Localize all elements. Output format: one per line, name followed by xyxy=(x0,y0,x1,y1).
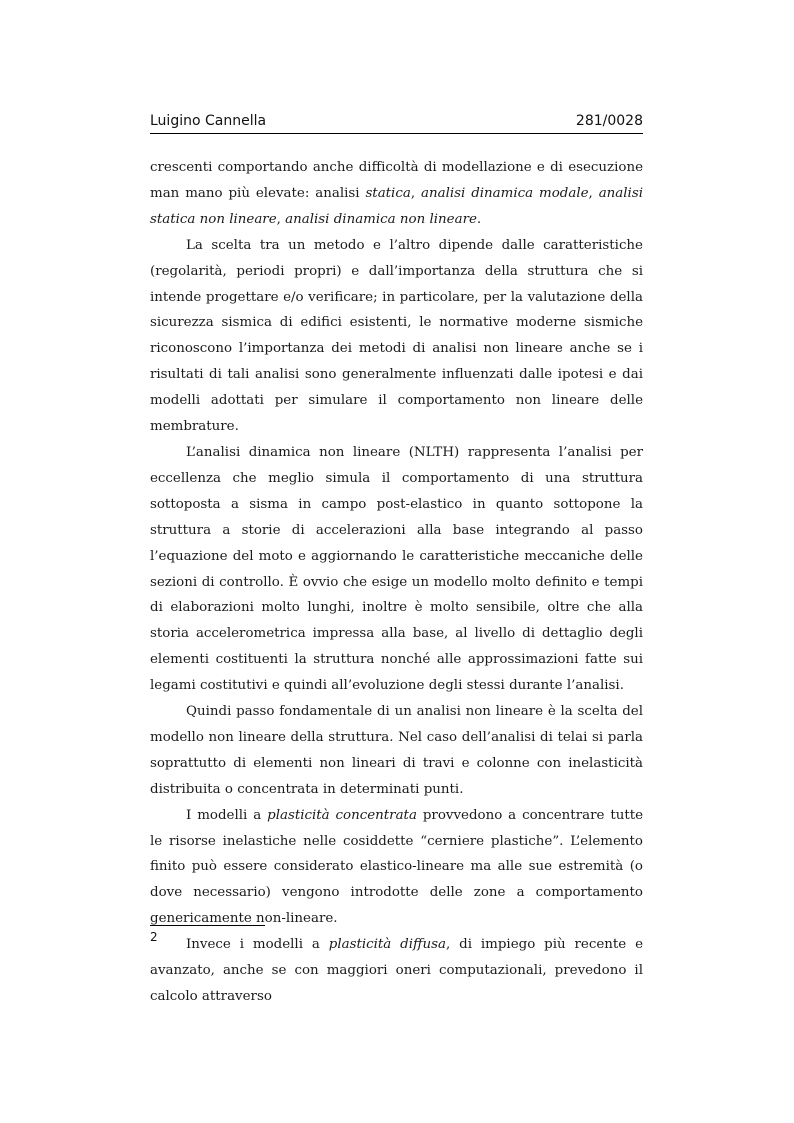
text-run: crescenti comportando anche difficoltà di modellazione e di esecuzione man mano più elevate: analisi xyxy=(150,160,643,201)
paragraph xyxy=(150,699,643,803)
paragraph xyxy=(150,155,643,233)
text-run: L’analisi dinamica non lineare (NLTH) rappresenta l’analisi per eccellenza che meglio simula il comportamento di una struttura sottoposta a sisma in campo post-elastico in quanto sottopone la struttura a storie di accelerazioni alla base integrando al passo l’equazione del moto e aggiornando le caratteristiche meccaniche delle sezioni di controllo. È ovvio che esige un modello molto definito e tempi di elaborazioni molto lunghi, inoltre è molto sensibile, oltre che alla storia accelerometrica impressa alla base, al livello di dettaglio degli elementi costituenti la struttura nonché alle approssimazioni fatte sui legami costitutivi e quindi all’evoluzione degli stessi durante l’analisi. xyxy=(150,444,643,694)
paragraph xyxy=(150,233,643,440)
page-header xyxy=(150,113,643,134)
footnote-separator xyxy=(150,925,265,926)
header-document-code: 281/0028 xyxy=(575,113,643,129)
text-run: I modelli a xyxy=(186,807,268,823)
header-author: Luigino Cannella xyxy=(150,113,267,129)
italic-text: analisi dinamica non lineare xyxy=(285,211,477,227)
italic-text: analisi statica non lineare xyxy=(150,185,643,227)
body-text xyxy=(150,155,643,1010)
text-run: provvedono a concentrare tutte le risorse inelastiche nelle cosiddette “cerniere plastiche”. L’elemento finito può essere considerato elastico-lineare ma alle sue estremità (o dove necessario) vengono introdotte delle zone a comportamento genericamente non-lineare. xyxy=(150,807,644,927)
text-run: . xyxy=(476,211,482,227)
paragraph xyxy=(150,932,643,1010)
text-run: , xyxy=(588,185,599,201)
footnote-marker: 2 xyxy=(150,930,158,944)
paragraph xyxy=(150,803,643,933)
text-run: , xyxy=(410,185,421,201)
text-run: La scelta tra un metodo e l’altro dipende dalle caratteristiche (regolarità, periodi propri) e dall’importanza della struttura che si intende progettare e/o verificare; in particolare, per la valutazione della sicurezza sismica di edifici esistenti, le normative moderne sismiche riconoscono l’importanza dei metodi di analisi non lineare anche se i risultati di tali analisi sono generalmente influenzati dalle ipotesi e dai modelli adottati per simulare il comportamento non lineare delle membrature. xyxy=(150,237,643,435)
text-run: Invece i modelli a xyxy=(186,937,329,953)
text-run: Quindi passo fondamentale di un analisi non lineare è la scelta del modello non lineare della struttura. Nel caso dell’analisi di telai si parla soprattutto di elementi non lineari di travi e colonne con inelasticità distribuita o concentrata in determinati punti. xyxy=(150,704,643,797)
italic-text: analisi dinamica modale xyxy=(420,185,589,201)
text-run: , xyxy=(276,211,286,227)
text-run: , di impiego più recente e avanzato, anche se con maggiori oneri computazionali, prevedono il calcolo attraverso xyxy=(150,937,643,1004)
italic-text: statica xyxy=(365,185,411,201)
italic-text: plasticità concentrata xyxy=(267,807,417,823)
paragraph xyxy=(150,440,643,699)
italic-text: plasticità diffusa xyxy=(328,937,446,953)
